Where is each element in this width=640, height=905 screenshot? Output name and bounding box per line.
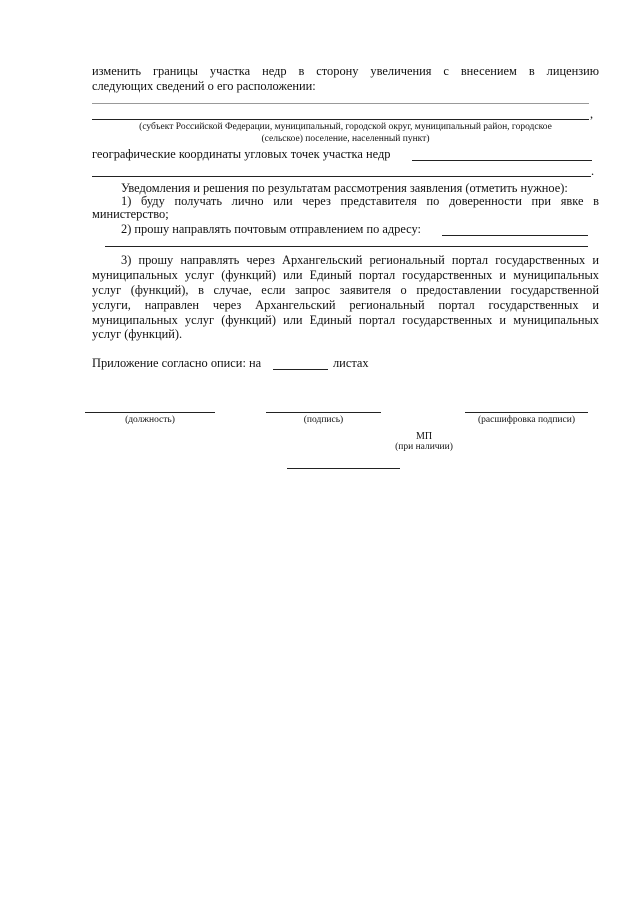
position-signature-line [85,412,215,413]
stamp-note: (при наличии) [395,442,453,452]
notifications-heading: Уведомления и решения по результатам рассмотрения заявления (отметить нужное): [121,181,568,195]
address-blank-line-2 [105,246,588,247]
location-blank-line-2 [92,119,589,120]
option-3-line: муниципальных услуг (функций) или Единый портал государственных и муниципальных [92,313,599,327]
option-3-line: услуги, направлен через Архангельский региональный портал государственных и [92,298,599,312]
attachment-prefix: Приложение согласно описи: на [92,356,262,370]
option-3-line: услуг (функций), в случае, если запрос заявителя о предоставлении государственной [92,283,599,297]
coordinates-label: географические координаты угловых точек участка недр [92,147,391,161]
attachment-pages-blank [273,369,328,370]
option-1-line: 1) буду получать лично или через представителя по доверенности при явке в [121,194,599,208]
coordinates-blank-line [412,160,592,161]
decoding-signature-line [465,412,588,413]
position-label: (должность) [125,415,175,425]
option-2-text: 2) прошу направлять почтовым отправлением по адресу: [121,222,421,236]
signature-label: (подпись) [303,415,344,425]
location-caption-line: (сельское) поселение, населенный пункт) [261,134,430,144]
option-3-line: 3) прошу направлять через Архангельский региональный портал государственных и [121,253,599,267]
attachment-suffix: листах [333,356,369,370]
coordinates-blank-line-2 [92,176,591,177]
option-1-line: министерство; [92,207,169,221]
option-3-line: муниципальных услуг (функций) или Единый портал государственных и муниципальных [92,268,599,282]
paragraph-line: изменить границы участка недр в сторону увеличения с внесением в лицензию [92,64,599,78]
period: . [591,164,595,178]
address-blank-line [442,235,588,236]
date-blank-line [287,468,400,469]
stamp-label: МП [415,431,433,442]
decoding-label: (расшифровка подписи) [478,415,575,425]
location-blank-line-1 [92,103,589,104]
comma: , [590,107,594,121]
paragraph-line: следующих сведений о его расположении: [92,79,316,93]
location-caption-line: (субъект Российской Федерации, муниципальный, городской округ, муниципальный район, городское [139,122,552,132]
signature-line [266,412,381,413]
option-3-line: услуг (функций). [92,327,183,341]
